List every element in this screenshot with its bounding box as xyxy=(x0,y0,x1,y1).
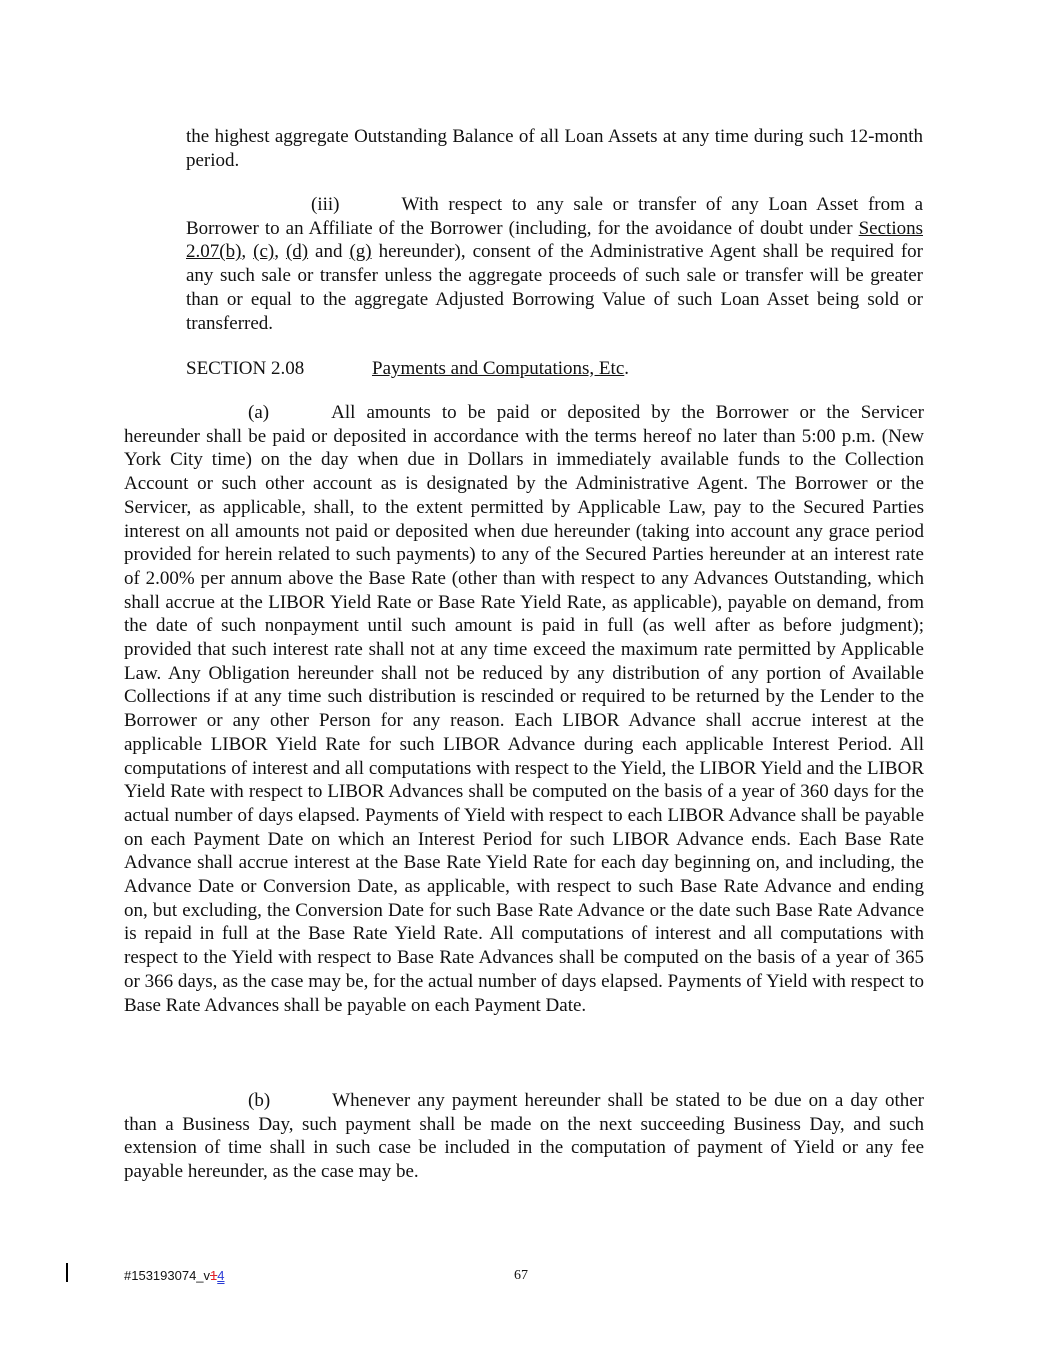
page-number: 67 xyxy=(514,1268,528,1283)
paragraph-iii xyxy=(186,193,923,335)
change-bar xyxy=(66,1263,68,1282)
section-heading xyxy=(186,357,923,381)
cross-reference-link[interactable]: (c) xyxy=(253,241,275,263)
separator: , xyxy=(241,241,254,263)
section-number: SECTION 2.08 xyxy=(186,358,305,379)
inserted-version: 4 xyxy=(217,1268,225,1283)
clause-label: (iii) xyxy=(311,194,340,215)
section-title: Payments and Computations, Etc xyxy=(372,358,625,379)
cross-reference-link[interactable]: Sections 2.07(b) xyxy=(186,217,923,263)
clause-text: With respect to any sale or transfer of any Loan Asset from a Borrower to an Affiliate of the Borrower (including, for the avoidance of doubt under xyxy=(186,194,923,239)
clause-text: All amounts to be paid or deposited by the Borrower or the Servicer hereunder shall be paid or deposited in accordance with the terms hereof no later than 5:00 p.m. (New York City time) on the day when due in Dollars in immediately available funds to the Collection Account or such other account as is designated by the Administrative Agent. The Borrower or the Servicer, as applicable, shall, to the extent permitted by Applicable Law, pay to the Secured Parties interest on all amounts not paid or deposited when due hereunder (taking into account any grace period provided for herein related to such payments) to any of the Secured Parties hereunder at an interest rate of 2.00% per annum above the Base Rate (other than with respect to any Advances Outstanding, which shall accrue at the LIBOR Yield Rate or Base Rate Yield Rate, as applicable), payable on demand, from the date of such nonpayment until such amount is paid in full (as well after as before judgment); provided that such interest rate shall not at any time exceed the maximum rate permitted by Applicable Law. Any Obligation hereunder shall not be reduced by any distribution of any portion of Available Collections if at any time such distribution is rescinded or required to be returned by the Lender to the Borrower or any other Person for any reason. Each LIBOR Advance shall accrue interest at the applicable LIBOR Yield Rate for such LIBOR Advance during each applicable Interest Period. All computations of interest and all computations with respect to the Yield, the LIBOR Yield and the LIBOR Yield Rate with respect to LIBOR Advances shall be computed on the basis of a year of 360 days for the actual number of days elapsed. Payments of Yield with respect to each LIBOR Advance shall be payable on each Payment Date on which an Interest Period for such LIBOR Advance ends. Each Base Rate Advance shall accrue interest at the Base Rate Yield Rate for each day beginning on, and including, the Advance Date or Conversion Date, as applicable, with respect to such Base Rate Advance and ending on, but excluding, the Conversion Date for such Base Rate Advance or the date such Base Rate Advance is repaid in full at the Base Rate Yield Rate. All computations of interest and all computations with respect to the Yield with respect to Base Rate Advances shall be computed on the basis of a year of 365 or 366 days, as the case may be, for the actual number of days elapsed. Payments of Yield with respect to Base Rate Advances shall be payable on each Payment Date. xyxy=(124,402,924,1016)
paragraph-continuation: the highest aggregate Outstanding Balance of all Loan Assets at any time during such 12-month period. xyxy=(186,126,923,171)
deleted-version: 1 xyxy=(210,1268,218,1283)
cross-reference-link[interactable]: (g) xyxy=(349,241,372,263)
clause-text: hereunder), consent of the Administrative Agent shall be required for any such sale or transfer unless the aggregate proceeds of such sale or transfer will be greater than or equal to the aggregate Adjusted Borrowing Value of such Loan Asset being sold or transferred. xyxy=(186,241,923,334)
clause-text: Whenever any payment hereunder shall be stated to be due on a day other than a Business Day, such payment shall be made on the next succeeding Business Day, and such extension of time shall in such case be included in the computation of payment of Yield or any fee payable hereunder, as the case may be. xyxy=(124,1090,924,1183)
doc-id-prefix: #153193074_v xyxy=(124,1268,211,1283)
clause-label: (b) xyxy=(248,1090,271,1111)
paragraph-b xyxy=(124,1089,924,1184)
clause-label: (a) xyxy=(248,402,270,423)
cross-reference-link[interactable]: (d) xyxy=(285,241,309,263)
paragraph-a xyxy=(124,401,924,1017)
separator: , xyxy=(274,241,286,263)
separator: and xyxy=(308,241,350,263)
document-id xyxy=(124,1264,225,1288)
section-title-suffix: . xyxy=(624,358,630,379)
